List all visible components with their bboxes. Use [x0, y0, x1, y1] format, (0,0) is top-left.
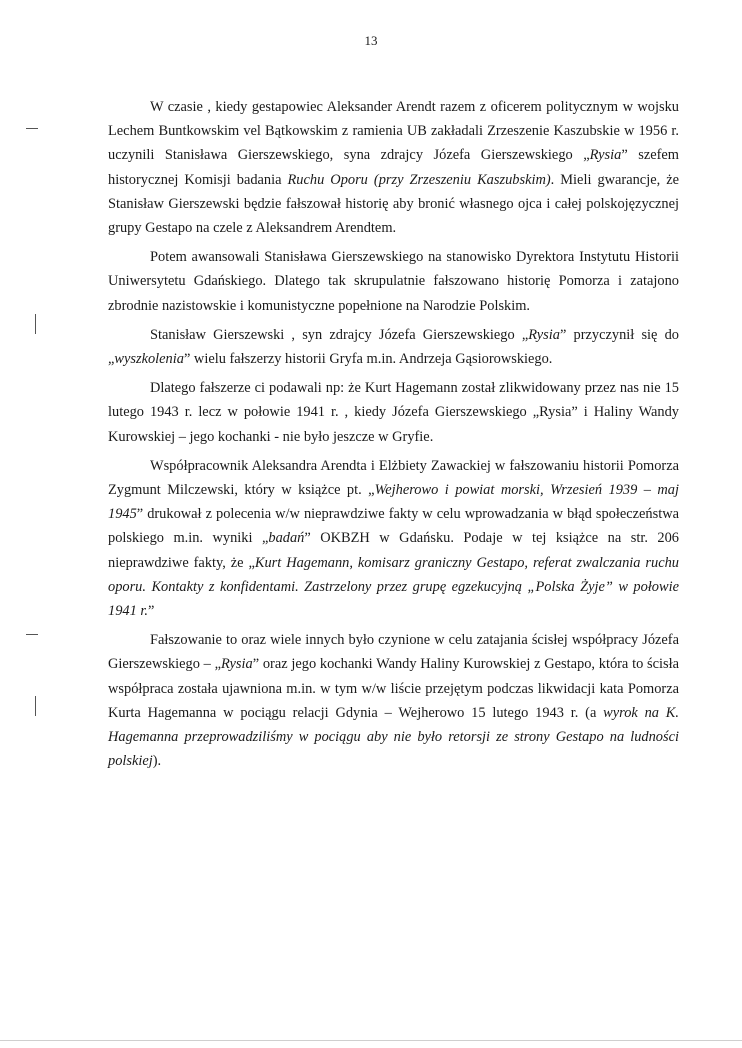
text-run: ” OKBZH w Gdańsku. Podaje w tej książce na str. 206 nieprawdziwe fakty, że „: [108, 530, 679, 571]
italic-text: Rysia: [528, 326, 560, 343]
text-run: ).: [152, 753, 162, 770]
document-body: [108, 95, 679, 778]
text-run: Stanisław Gierszewski , syn zdrajcy Józefa Gierszewskiego „: [150, 326, 529, 343]
page-number: 13: [364, 33, 378, 48]
paragraph: [108, 628, 679, 773]
italic-text: Rysia: [221, 656, 253, 673]
italic-text: Ruchu Oporu (przy Zrzeszeniu Kaszubskim): [287, 171, 551, 188]
paragraph: [108, 245, 679, 318]
margin-mark: [26, 634, 38, 635]
italic-text: Rysia: [589, 147, 622, 164]
text-run: ” wielu fałszerzy historii Gryfa m.in. Andrzeja Gąsiorowskiego.: [183, 351, 553, 368]
margin-mark: [35, 696, 36, 716]
text-run: ” drukował z polecenia w/w nieprawdziwe fakty w celu wprowadzania w błąd społeczeństwa polskiego m.in. wyniki „: [108, 506, 679, 547]
text-run: ”: [147, 603, 155, 620]
italic-text: badań: [268, 530, 305, 547]
italic-text: wyrok na K. Hagemanna przeprowadziliśmy w pociągu aby nie było retorsji ze strony Gestapo na ludności polskiej: [108, 704, 680, 770]
text-run: Dlatego fałszerze ci podawali np: że Kurt Hagemann został zlikwidowany przez nas nie 15 lutego 1943 r. lecz w połowie 1941 r. , kiedy Józefa Gierszewskiego „Rysia” i Haliny Wandy Kurowskiej – jego kochanki - nie było jeszcze w Gryfie.: [108, 380, 679, 445]
italic-text: wyszkolenia: [114, 351, 184, 368]
paragraph: [108, 454, 679, 623]
paragraph: [108, 95, 679, 240]
text-run: Potem awansowali Stanisława Gierszewskiego na stanowisko Dyrektora Instytutu Historii Uniwersytetu Gdańskiego. Dlatego tak skrupulatnie fałszowano historię Pomorza i zatajono zbrodnie nazistowskie i komunistyczne popełnione na Narodzie Polskim.: [108, 249, 679, 314]
scan-edge-line: [0, 1040, 742, 1041]
margin-mark: [35, 314, 36, 334]
italic-text: Wejherowo i powiat morski, Wrzesień 1939 – maj 1945: [108, 482, 679, 523]
text-run: ” przyczynił się do „: [108, 326, 679, 368]
text-run: . Mieli gwarancje, że Stanisław Gierszewski będzie fałszował historię aby bronić własnego ojca i całej polskojęzycznej grupy Gestapo na czele z Aleksandrem Arendtem.: [108, 171, 679, 237]
text-run: ” szefem historycznej Komisji badania: [108, 147, 679, 188]
margin-mark: [26, 128, 38, 129]
paragraph: [108, 376, 679, 449]
text-run: W czasie , kiedy gestapowiec Aleksander Arendt razem z oficerem politycznym w wojsku Lechem Buntkowskim vel Bątkowskim z ramienia UB zakładali Zrzeszenie Kaszubskie w 1956 r. uczynili Stanisława Gierszewskiego, syna zdrajcy Józefa Gierszewskiego „: [108, 99, 679, 164]
italic-text: Kurt Hagemann, komisarz graniczny Gestapo, referat zwalczania ruchu oporu. Kontakty z konfidentami. Zastrzelony przez grupę egzekucyjną „Polska Żyje” w połowie 1941 r.: [108, 554, 679, 620]
paragraph: [108, 323, 679, 371]
text-run: Współpracownik Aleksandra Arendta i Elżbiety Zawackiej w fałszowaniu historii Pomorza Zygmunt Milczewski, który w książce pt. „: [108, 457, 679, 499]
text-run: ” oraz jego kochanki Wandy Haliny Kurowskiej z Gestapo, która to ścisła współpraca została ujawniona m.in. w tym w/w liście przejętym podczas likwidacji kata Pomorza Kurta Hagemanna w pociągu relacji Gdynia – Wejherowo 15 lutego 1943 r. (a: [108, 656, 679, 721]
text-run: Fałszowanie to oraz wiele innych było czynione w celu zatajania ścisłej współpracy Józefa Gierszewskiego – „: [108, 632, 679, 673]
